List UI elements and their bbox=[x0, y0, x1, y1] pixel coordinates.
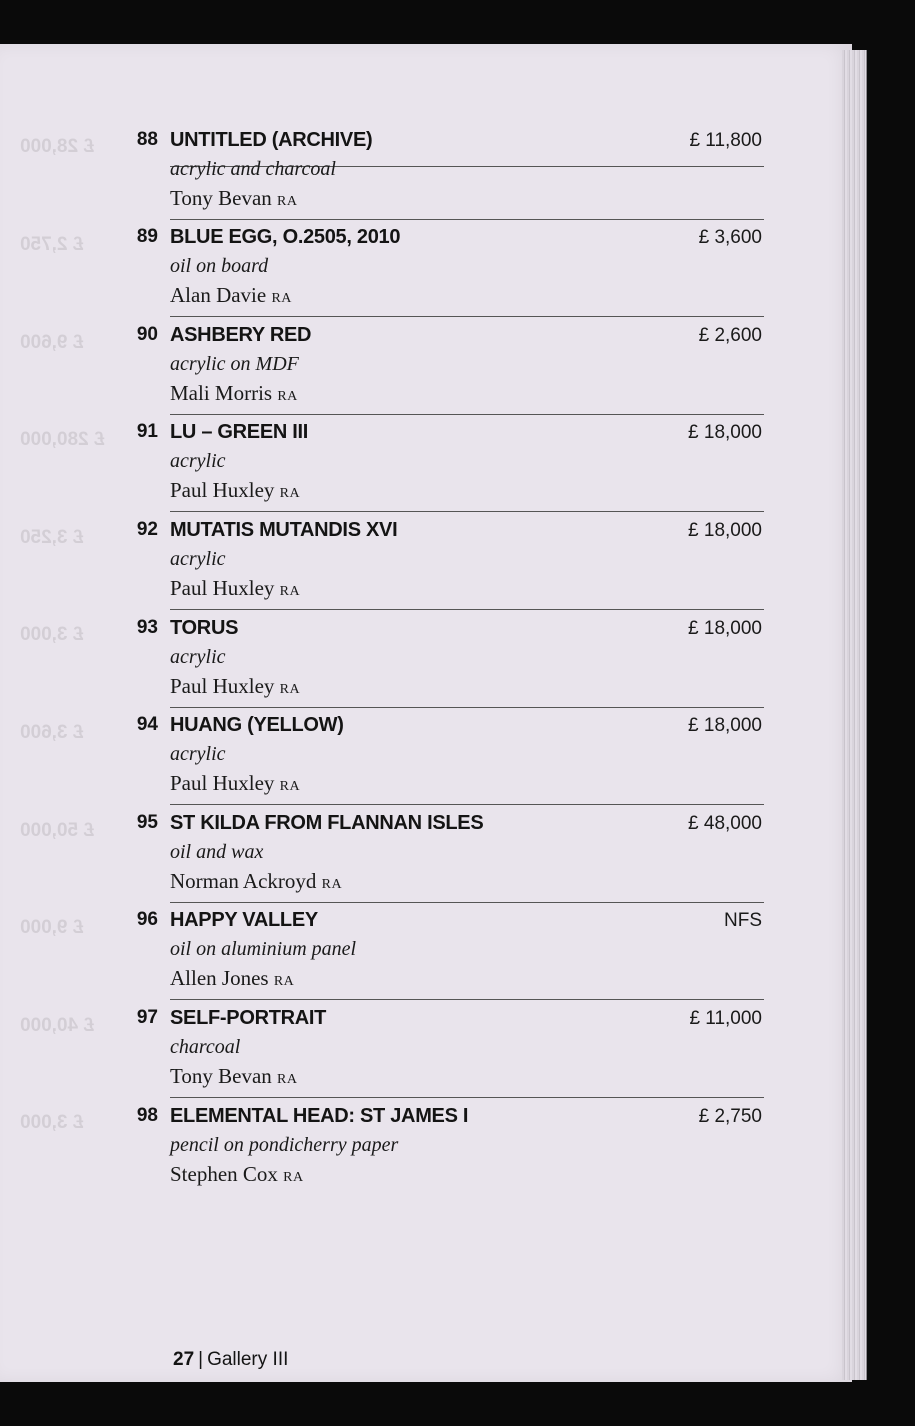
artist-name: Stephen Cox bbox=[170, 1162, 278, 1186]
entry-title: ASHBERY RED bbox=[170, 324, 312, 346]
entry-number: 94 bbox=[136, 714, 158, 735]
catalogue-entry bbox=[0, 1099, 852, 1196]
artist-name: Paul Huxley bbox=[170, 771, 275, 795]
entry-title: LU – GREEN III bbox=[170, 421, 309, 443]
entry-medium: pencil on pondicherry paper bbox=[170, 1134, 399, 1156]
ra-suffix: RA bbox=[277, 194, 298, 209]
entry-medium: acrylic and charcoal bbox=[170, 158, 336, 180]
entry-artist bbox=[170, 478, 300, 503]
entry-title: ELEMENTAL HEAD: ST JAMES I bbox=[170, 1105, 469, 1127]
entry-artist bbox=[170, 283, 292, 308]
entry-artist bbox=[170, 966, 294, 991]
entry-number: 91 bbox=[136, 421, 158, 442]
entry-title: SELF-PORTRAIT bbox=[170, 1007, 327, 1029]
entry-medium: acrylic on MDF bbox=[170, 353, 299, 375]
entry-price: £ 18,000 bbox=[688, 422, 762, 443]
footer-separator: | bbox=[198, 1349, 204, 1370]
entry-artist bbox=[170, 381, 298, 406]
catalogue-entry bbox=[0, 611, 852, 708]
divider bbox=[170, 1097, 764, 1098]
ra-suffix: RA bbox=[277, 389, 298, 404]
artist-name: Paul Huxley bbox=[170, 478, 275, 502]
ra-suffix: RA bbox=[279, 779, 301, 794]
section-name: Gallery III bbox=[207, 1349, 289, 1370]
entry-price: NFS bbox=[724, 910, 762, 931]
catalogue-entry bbox=[0, 806, 852, 903]
entry-price: £ 3,600 bbox=[698, 227, 762, 248]
entry-artist bbox=[170, 576, 300, 601]
entry-number: 88 bbox=[136, 129, 158, 150]
entry-medium: oil and wax bbox=[170, 841, 264, 863]
ra-suffix: RA bbox=[321, 877, 343, 892]
entry-number: 89 bbox=[136, 226, 158, 247]
entry-number: 93 bbox=[136, 617, 158, 638]
entry-price: £ 11,800 bbox=[689, 130, 762, 151]
ra-suffix: RA bbox=[277, 1072, 298, 1087]
entry-medium: acrylic bbox=[170, 646, 226, 668]
entry-number: 92 bbox=[136, 519, 158, 540]
ra-suffix: RA bbox=[271, 291, 292, 306]
entry-price: £ 48,000 bbox=[688, 813, 762, 834]
catalogue-entry bbox=[0, 903, 852, 1000]
entry-title: MUTATIS MUTANDIS XVI bbox=[170, 519, 398, 541]
divider bbox=[170, 316, 764, 317]
entry-medium: acrylic bbox=[170, 743, 226, 765]
catalogue-entry bbox=[0, 513, 852, 610]
entry-title: HUANG (YELLOW) bbox=[170, 714, 344, 736]
page-footer bbox=[173, 1349, 288, 1371]
entry-medium: oil on board bbox=[170, 255, 269, 277]
artist-name: Tony Bevan bbox=[170, 186, 272, 210]
entry-price: £ 2,750 bbox=[698, 1106, 762, 1127]
entry-title: BLUE EGG, O.2505, 2010 bbox=[170, 226, 401, 248]
ra-suffix: RA bbox=[273, 974, 295, 989]
entry-medium: charcoal bbox=[170, 1036, 241, 1058]
entry-number: 95 bbox=[136, 812, 158, 833]
artist-name: Paul Huxley bbox=[170, 576, 275, 600]
entry-medium: acrylic bbox=[170, 548, 226, 570]
entry-artist bbox=[170, 771, 300, 796]
ra-suffix: RA bbox=[279, 682, 301, 697]
catalogue-entry bbox=[0, 708, 852, 805]
ra-suffix: RA bbox=[279, 486, 301, 501]
page-number: 27 bbox=[173, 1349, 195, 1370]
entry-number: 97 bbox=[136, 1007, 158, 1028]
entry-artist bbox=[170, 674, 300, 699]
entry-price: £ 18,000 bbox=[688, 715, 762, 736]
entry-title: HAPPY VALLEY bbox=[170, 909, 318, 931]
catalogue-entry bbox=[0, 220, 852, 317]
show-through-texture: £ 28,000 £ 2,750 £ 9,600 £ 280,000 £ 3,250 £ 3,000 £ 3,600 £ 50,000 £ 9,000 £ 40,000 £ 3,000 bbox=[20, 136, 105, 1133]
catalogue-page bbox=[0, 44, 852, 1382]
divider bbox=[170, 609, 764, 610]
entry-number: 90 bbox=[136, 324, 158, 345]
entry-artist bbox=[170, 869, 342, 894]
catalogue-entry bbox=[0, 1001, 852, 1098]
artist-name: Allen Jones bbox=[170, 966, 269, 990]
entry-number: 98 bbox=[136, 1105, 158, 1126]
entry-price: £ 18,000 bbox=[688, 520, 762, 541]
entry-artist bbox=[170, 186, 297, 211]
entry-artist bbox=[170, 1064, 297, 1089]
divider bbox=[170, 511, 764, 512]
artist-name: Mali Morris bbox=[170, 381, 273, 405]
artist-name: Norman Ackroyd bbox=[170, 869, 317, 893]
catalogue-entry bbox=[0, 123, 852, 220]
ra-suffix: RA bbox=[283, 1170, 304, 1185]
entry-title: ST KILDA FROM FLANNAN ISLES bbox=[170, 812, 484, 834]
entry-medium: oil on aluminium panel bbox=[170, 938, 357, 960]
entry-number: 96 bbox=[136, 909, 158, 930]
entry-price: £ 11,000 bbox=[689, 1008, 762, 1029]
page-edge-stack bbox=[842, 50, 867, 1380]
entry-price: £ 18,000 bbox=[688, 618, 762, 639]
catalogue-entry bbox=[0, 415, 852, 512]
entry-title: UNTITLED (ARCHIVE) bbox=[170, 129, 373, 151]
entry-title: TORUS bbox=[170, 617, 239, 639]
entry-artist bbox=[170, 1162, 304, 1187]
entry-medium: acrylic bbox=[170, 450, 226, 472]
entry-price: £ 2,600 bbox=[698, 325, 762, 346]
divider bbox=[170, 999, 764, 1000]
ra-suffix: RA bbox=[279, 584, 301, 599]
divider bbox=[170, 804, 764, 805]
artist-name: Alan Davie bbox=[170, 283, 267, 307]
artist-name: Paul Huxley bbox=[170, 674, 275, 698]
catalogue-entry bbox=[0, 318, 852, 415]
artist-name: Tony Bevan bbox=[170, 1064, 272, 1088]
